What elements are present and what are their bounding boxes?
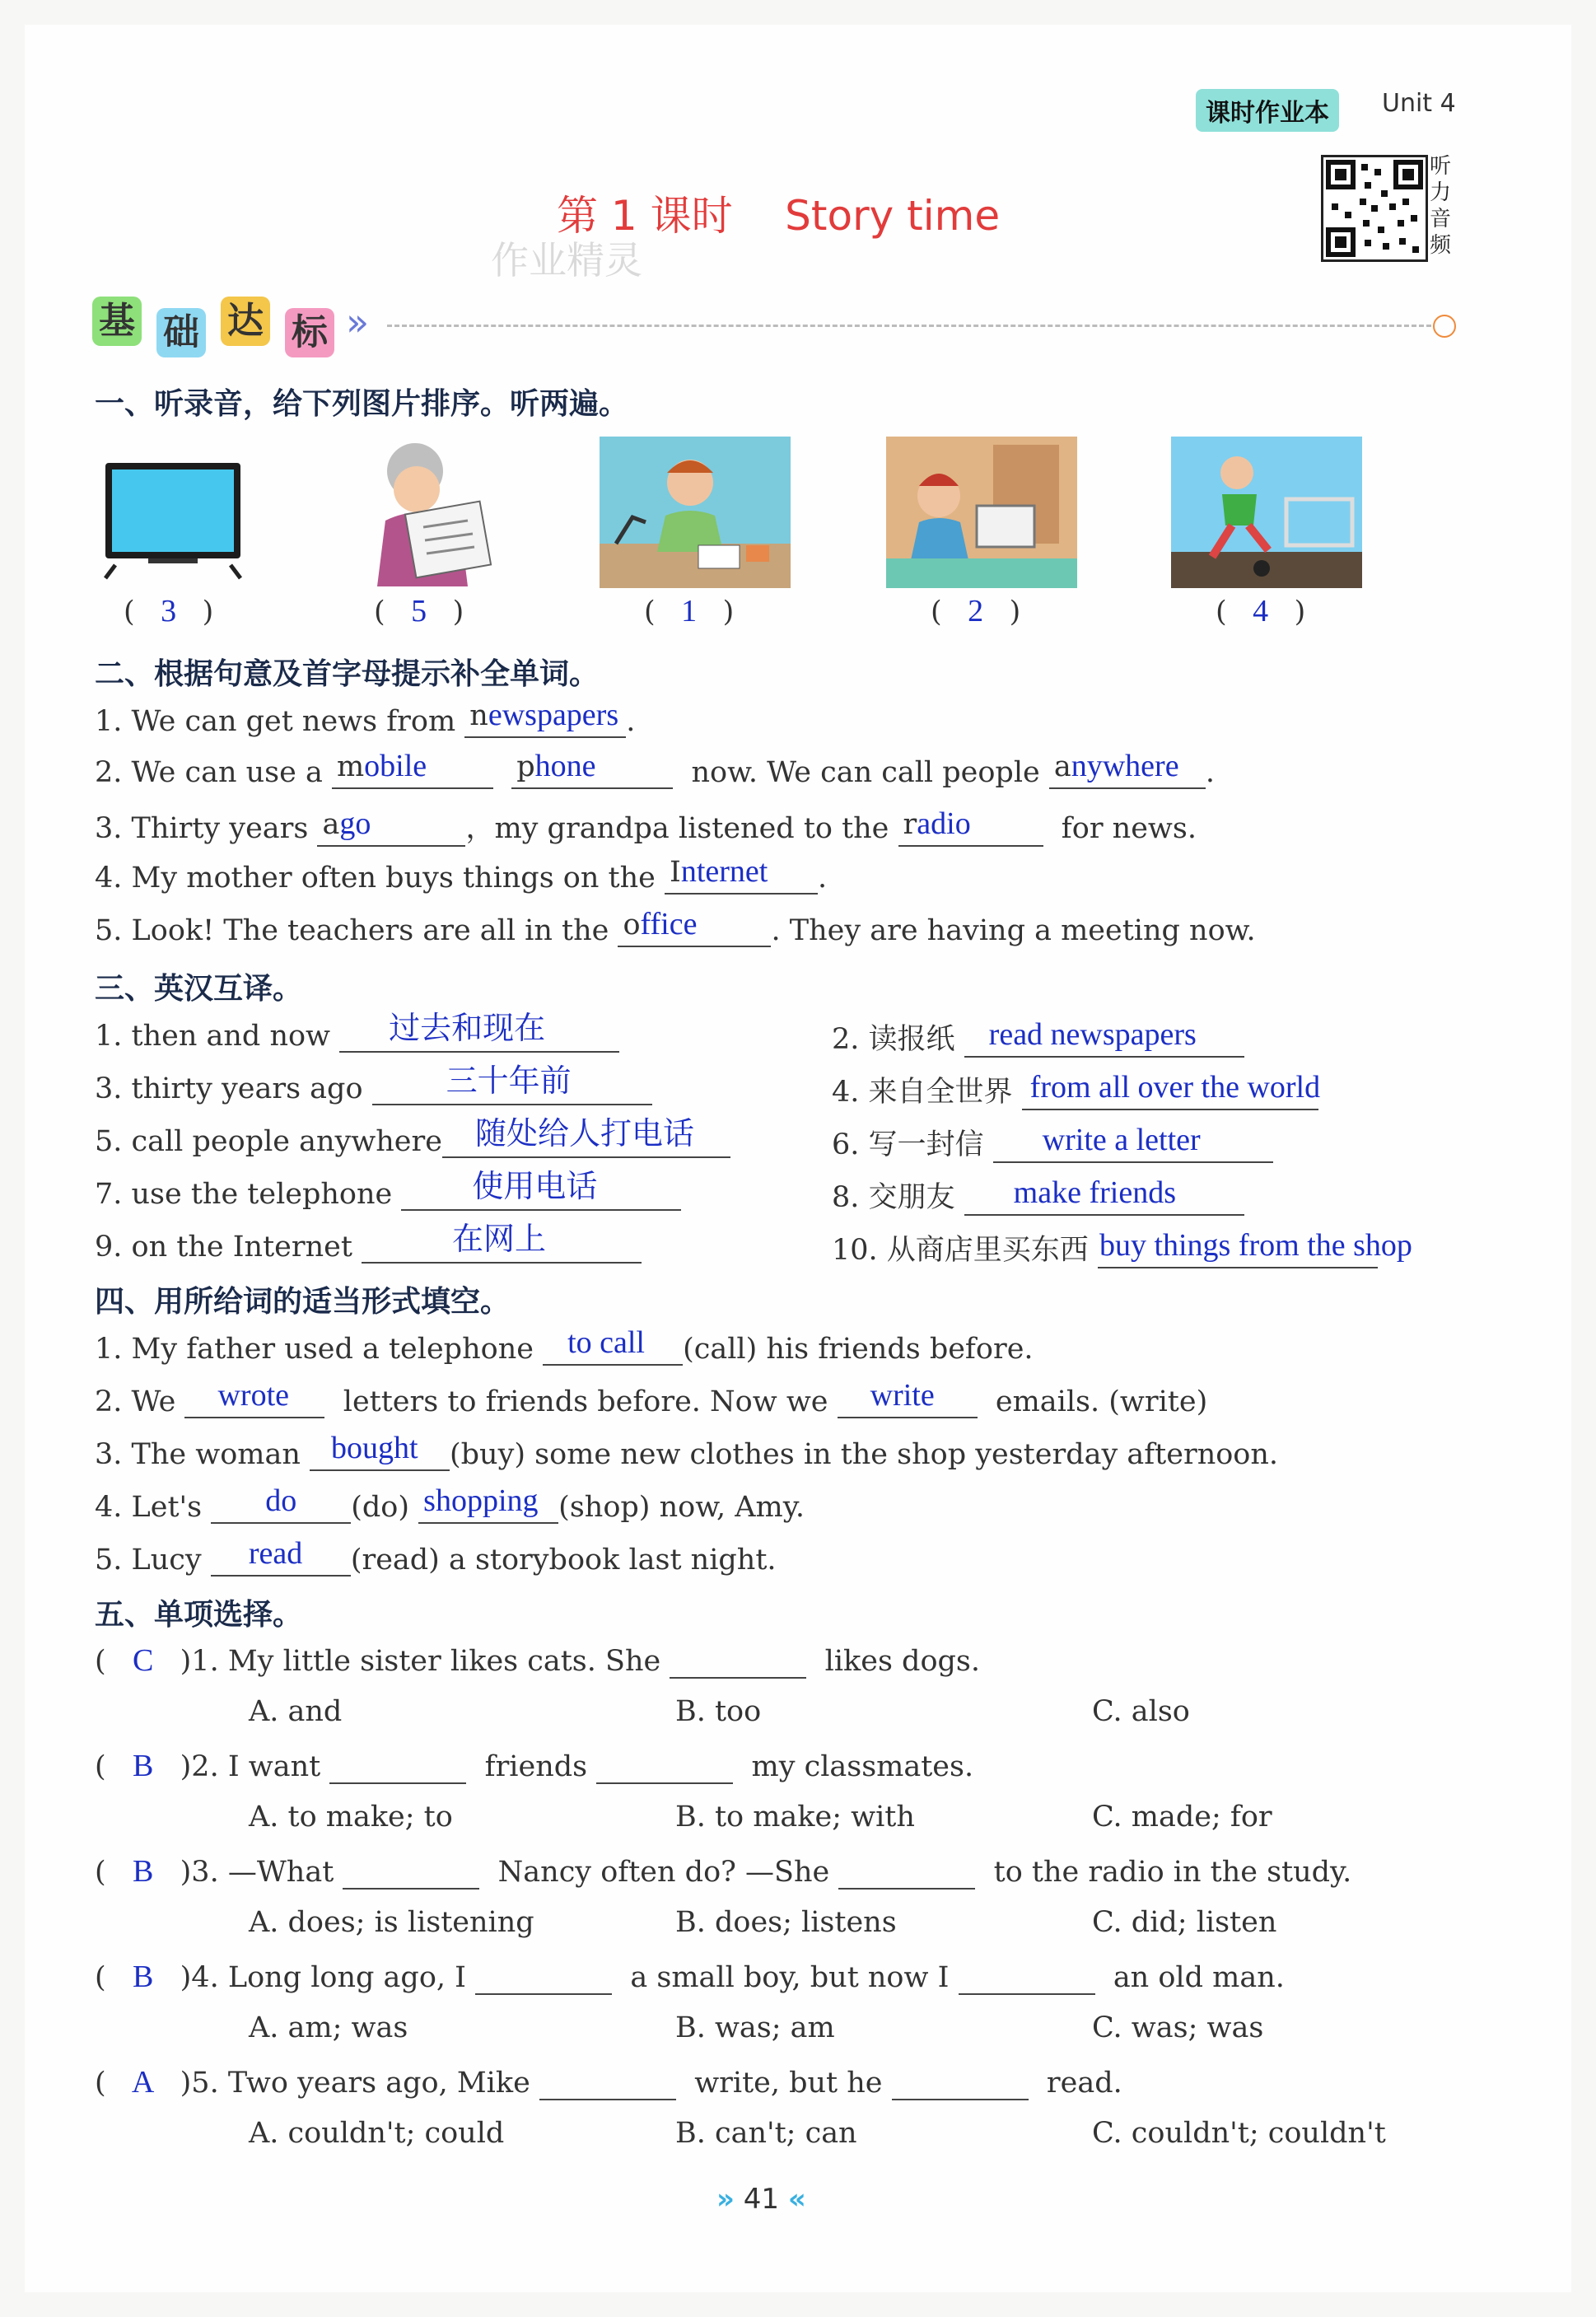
- option-c: C. couldn't; couldn't: [1092, 2117, 1386, 2150]
- option-c: C. was; was: [1092, 2011, 1264, 2044]
- option-b: B. can't; can: [675, 2117, 857, 2150]
- translation-item: 8. 交朋友 make friends: [832, 1175, 1244, 1216]
- listen-audio-label: 听力音频: [1430, 154, 1452, 258]
- choice-question: ( A )5. Two years ago, Mike write, but he read.: [95, 2065, 1122, 2100]
- double-arrow-right-icon: »: [716, 2183, 735, 2216]
- worksheet-page: [25, 25, 1571, 2292]
- option-c: C. also: [1092, 1695, 1190, 1728]
- choice-question: ( C )1. My little sister likes cats. She likes dogs.: [95, 1643, 981, 1678]
- choice-question: ( B )3. —What Nancy often do? —She to the radio in the study.: [95, 1854, 1352, 1889]
- grandma-newspaper-icon: [352, 438, 501, 590]
- translation-item: 7. use the telephone 使用电话: [95, 1175, 681, 1211]
- lesson-title: 第 1 课时 Story time: [557, 192, 1001, 240]
- translation-item: 3. thirty years ago 三十年前: [95, 1069, 652, 1105]
- question-4-4: 4. Let's do (do) shopping (shop) now, Amy.: [95, 1483, 805, 1524]
- option-b: B. does; listens: [675, 1906, 897, 1939]
- question-2-2: 2. We can use a mobile phone now. We can call people anywhere .: [95, 749, 1215, 789]
- picture-answer: ( 3 ): [124, 594, 214, 628]
- question-2-4: 4. My mother often buys things on the Internet .: [95, 854, 828, 895]
- option-a: A. am; was: [249, 2011, 408, 2044]
- option-a: A. and: [249, 1695, 343, 1728]
- option-b: B. was; am: [675, 2011, 835, 2044]
- translation-item: 2. 读报纸 read newspapers: [832, 1016, 1244, 1058]
- question-4-5: 5. Lucy read (read) a storybook last night.: [95, 1536, 777, 1577]
- translation-item: 6. 写一封信 write a letter: [832, 1122, 1273, 1163]
- picture-answer: ( 4 ): [1216, 594, 1306, 628]
- question-2-5: 5. Look! The teachers are all in the office . They are having a meeting now.: [95, 907, 1256, 947]
- double-arrow-icon: »: [346, 300, 370, 344]
- question-2-1: 1. We can get news from newspapers .: [95, 698, 636, 738]
- banner-tile: 标: [285, 308, 334, 357]
- translation-item: 10. 从商店里买东西 buy things from the shop: [832, 1228, 1412, 1267]
- option-b: B. too: [675, 1695, 762, 1728]
- section-5-heading: 五、单项选择。: [95, 1598, 303, 1632]
- woman-computer-icon: [886, 437, 1077, 591]
- option-c: C. made; for: [1092, 1801, 1272, 1834]
- choice-question: ( B )2. I want friends my classmates.: [95, 1749, 974, 1783]
- translation-item: 9. on the Internet 在网上: [95, 1227, 642, 1264]
- banner-tile: 础: [156, 308, 206, 357]
- option-a: A. couldn't; could: [249, 2117, 505, 2150]
- picture-answer: ( 2 ): [931, 594, 1021, 628]
- section-3-heading: 三、英汉互译。: [95, 972, 303, 1006]
- page-number: » 41 «: [716, 2183, 806, 2216]
- boy-football-icon: [1171, 437, 1362, 591]
- option-a: A. does; is listening: [249, 1906, 534, 1939]
- watermark: 作业精灵: [491, 238, 642, 283]
- banner-tile: 达: [221, 297, 270, 346]
- question-2-3: 3. Thirty years ago ，my grandpa listened to the radio for news.: [95, 806, 1197, 845]
- option-c: C. did; listen: [1092, 1906, 1277, 1939]
- translation-item: 1. then and now 过去和现在: [95, 1016, 619, 1053]
- qr-code-icon[interactable]: [1321, 155, 1428, 262]
- divider: [387, 325, 1431, 327]
- section-2-heading: 二、根据句意及首字母提示补全单词。: [95, 657, 600, 691]
- workbook-badge: 课时作业本: [1196, 89, 1339, 132]
- question-4-3: 3. The woman bought (buy) some new clothes in the shop yesterday afternoon.: [95, 1431, 1279, 1471]
- man-writing-letter-icon: [600, 437, 791, 591]
- section-4-heading: 四、用所给词的适当形式填空。: [95, 1285, 511, 1319]
- circle-arrow-icon: [1433, 315, 1456, 338]
- double-arrow-left-icon: «: [787, 2183, 806, 2216]
- section-1-heading: 一、听录音，给下列图片排序。听两遍。: [95, 387, 629, 421]
- option-b: B. to make; with: [675, 1801, 915, 1834]
- question-4-1: 1. My father used a telephone to call (call) his friends before.: [95, 1325, 1034, 1366]
- banner-tile: 基: [92, 297, 142, 346]
- question-4-2: 2. We wrote letters to friends before. Now we write emails. (write): [95, 1378, 1208, 1418]
- translation-item: 5. call people anywhere 随处给人打电话: [95, 1122, 730, 1158]
- choice-question: ( B )4. Long long ago, I a small boy, but now I an old man.: [95, 1960, 1285, 1994]
- picture-answer: ( 5 ): [374, 594, 464, 628]
- picture-answer: ( 1 ): [644, 594, 735, 628]
- tv-icon: [99, 455, 247, 590]
- option-a: A. to make; to: [249, 1801, 453, 1834]
- translation-item: 4. 来自全世界 from all over the world: [832, 1070, 1321, 1109]
- unit-label: Unit 4: [1382, 89, 1456, 118]
